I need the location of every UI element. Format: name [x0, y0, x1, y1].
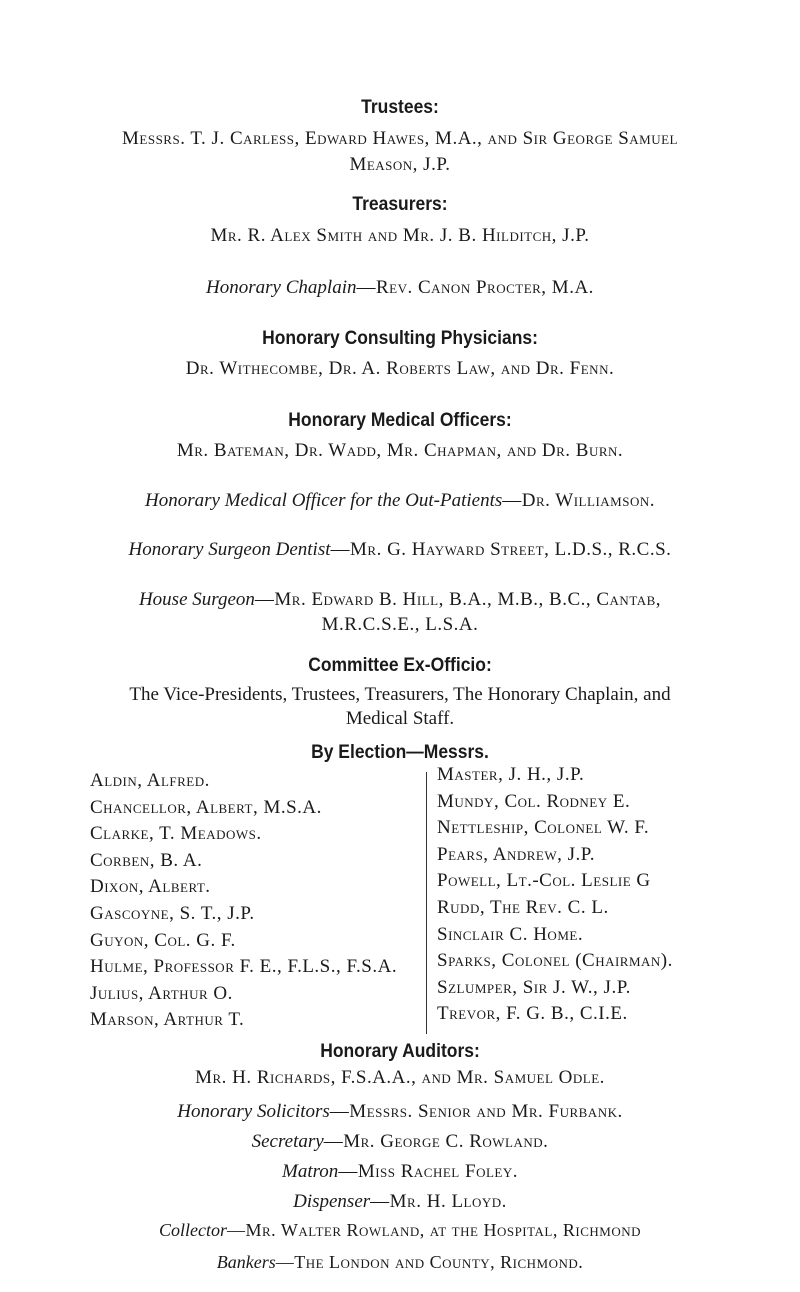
member-name: Sinclair C. Home.: [437, 923, 584, 945]
solicitors-line: [0, 1100, 800, 1124]
member-name: Corben, B. A.: [90, 849, 203, 871]
dispenser-line: [0, 1190, 800, 1214]
member-name: Nettleship, Colonel W. F.: [437, 817, 650, 839]
house-surgeon-name: —Mr. Edward B. Hill, B.A., M.B., B.C., Cantab,: [254, 589, 662, 610]
outpatients-name: —Dr. Williamson.: [502, 490, 655, 511]
collector-title: Collector: [159, 1220, 227, 1240]
member-name: Trevor, F. G. B., C.I.E.: [437, 1003, 628, 1025]
house-surgeon-title: House Surgeon: [138, 589, 255, 610]
member-name: Hulme, Professor F. E., F.L.S., F.S.A.: [90, 956, 398, 978]
member-name: Marson, Arthur T.: [90, 1009, 245, 1031]
election-list-right: [437, 762, 767, 1028]
election-heading: By Election—Messrs.: [311, 742, 489, 763]
dentist-title: Honorary Surgeon Dentist: [128, 539, 331, 560]
house-surgeon-line-2: M.R.C.S.E., L.S.A.: [321, 614, 479, 635]
member-name: Master, J. H., J.P.: [437, 764, 585, 785]
medical-officers-heading: Honorary Medical Officers:: [288, 410, 512, 431]
member-name: Julius, Arthur O.: [90, 982, 233, 1004]
bankers-line: [0, 1250, 800, 1274]
election-list-left: [90, 768, 420, 1034]
chaplain-title: Honorary Chaplain: [206, 277, 357, 298]
collector-name: —Mr. Walter Rowland, at the Hospital, Richmond: [227, 1220, 641, 1240]
member-name: Guyon, Col. G. F.: [90, 929, 236, 951]
trustees-line-1: Messrs. T. J. Carless, Edward Hawes, M.A., and Sir George Samuel: [122, 128, 678, 149]
consulting-physicians-line: Dr. Withecombe, Dr. A. Roberts Law, and Dr. Fenn.: [185, 358, 615, 379]
dispenser-name: —Mr. H. Lloyd.: [370, 1191, 507, 1212]
outpatients-line: [0, 489, 800, 513]
dispenser-title: Dispenser: [293, 1191, 371, 1212]
secretary-title: Secretary: [251, 1131, 324, 1152]
member-name: Szlumper, Sir J. W., J.P.: [437, 976, 631, 998]
auditors-heading: Honorary Auditors:: [320, 1041, 480, 1062]
consulting-physicians-heading: Honorary Consulting Physicians:: [262, 328, 538, 349]
chaplain-line: [0, 276, 800, 300]
matron-name: —Miss Rachel Foley.: [338, 1161, 518, 1182]
matron-line: [0, 1160, 800, 1184]
secretary-name: —Mr. George C. Rowland.: [323, 1131, 549, 1152]
member-name: Pears, Andrew, J.P.: [437, 843, 595, 865]
member-name: Powell, Lt.-Col. Leslie G: [437, 870, 651, 892]
member-name: Chancellor, Albert, M.S.A.: [90, 796, 322, 818]
treasurers-line: Mr. R. Alex Smith and Mr. J. B. Hilditch, J.P.: [210, 225, 590, 246]
committee-heading: Committee Ex-Officio:: [308, 655, 492, 676]
chaplain-name: —Rev. Canon Procter, M.A.: [356, 277, 594, 298]
secretary-line: [0, 1130, 800, 1154]
dentist-name: —Mr. G. Hayward Street, L.D.S., R.C.S.: [330, 539, 672, 560]
column-divider: [426, 772, 427, 1034]
matron-title: Matron: [282, 1161, 339, 1182]
member-name: Rudd, The Rev. C. L.: [437, 896, 609, 918]
member-name: Sparks, Colonel (Chairman).: [437, 950, 673, 972]
treasurers-heading: Treasurers:: [352, 194, 448, 215]
outpatients-title: Honorary Medical Officer for the Out-Patients: [145, 490, 503, 511]
collector-line: [0, 1218, 800, 1242]
member-name: Clarke, T. Meadows.: [90, 823, 262, 845]
dentist-line: [0, 538, 800, 562]
trustees-line-2: Meason, J.P.: [349, 154, 451, 175]
solicitors-name: —Messrs. Senior and Mr. Furbank.: [329, 1101, 623, 1122]
committee-line-2: Medical Staff.: [345, 708, 455, 729]
committee-line-1: The Vice-Presidents, Trustees, Treasurers, The Honorary Chaplain, and: [129, 684, 671, 705]
house-surgeon-line: [0, 588, 800, 612]
bankers-title: Bankers: [216, 1252, 276, 1272]
member-name: Gascoyne, S. T., J.P.: [90, 902, 255, 924]
member-name: Aldin, Alfred.: [90, 770, 210, 791]
medical-officers-line: Mr. Bateman, Dr. Wadd, Mr. Chapman, and Dr. Burn.: [176, 440, 624, 461]
bankers-name: —The London and County, Richmond.: [275, 1252, 584, 1272]
member-name: Mundy, Col. Rodney E.: [437, 790, 631, 812]
member-name: Dixon, Albert.: [90, 876, 211, 898]
solicitors-title: Honorary Solicitors: [177, 1101, 330, 1122]
trustees-heading: Trustees:: [361, 97, 439, 118]
auditors-line: Mr. H. Richards, F.S.A.A., and Mr. Samuel Odle.: [195, 1067, 605, 1088]
